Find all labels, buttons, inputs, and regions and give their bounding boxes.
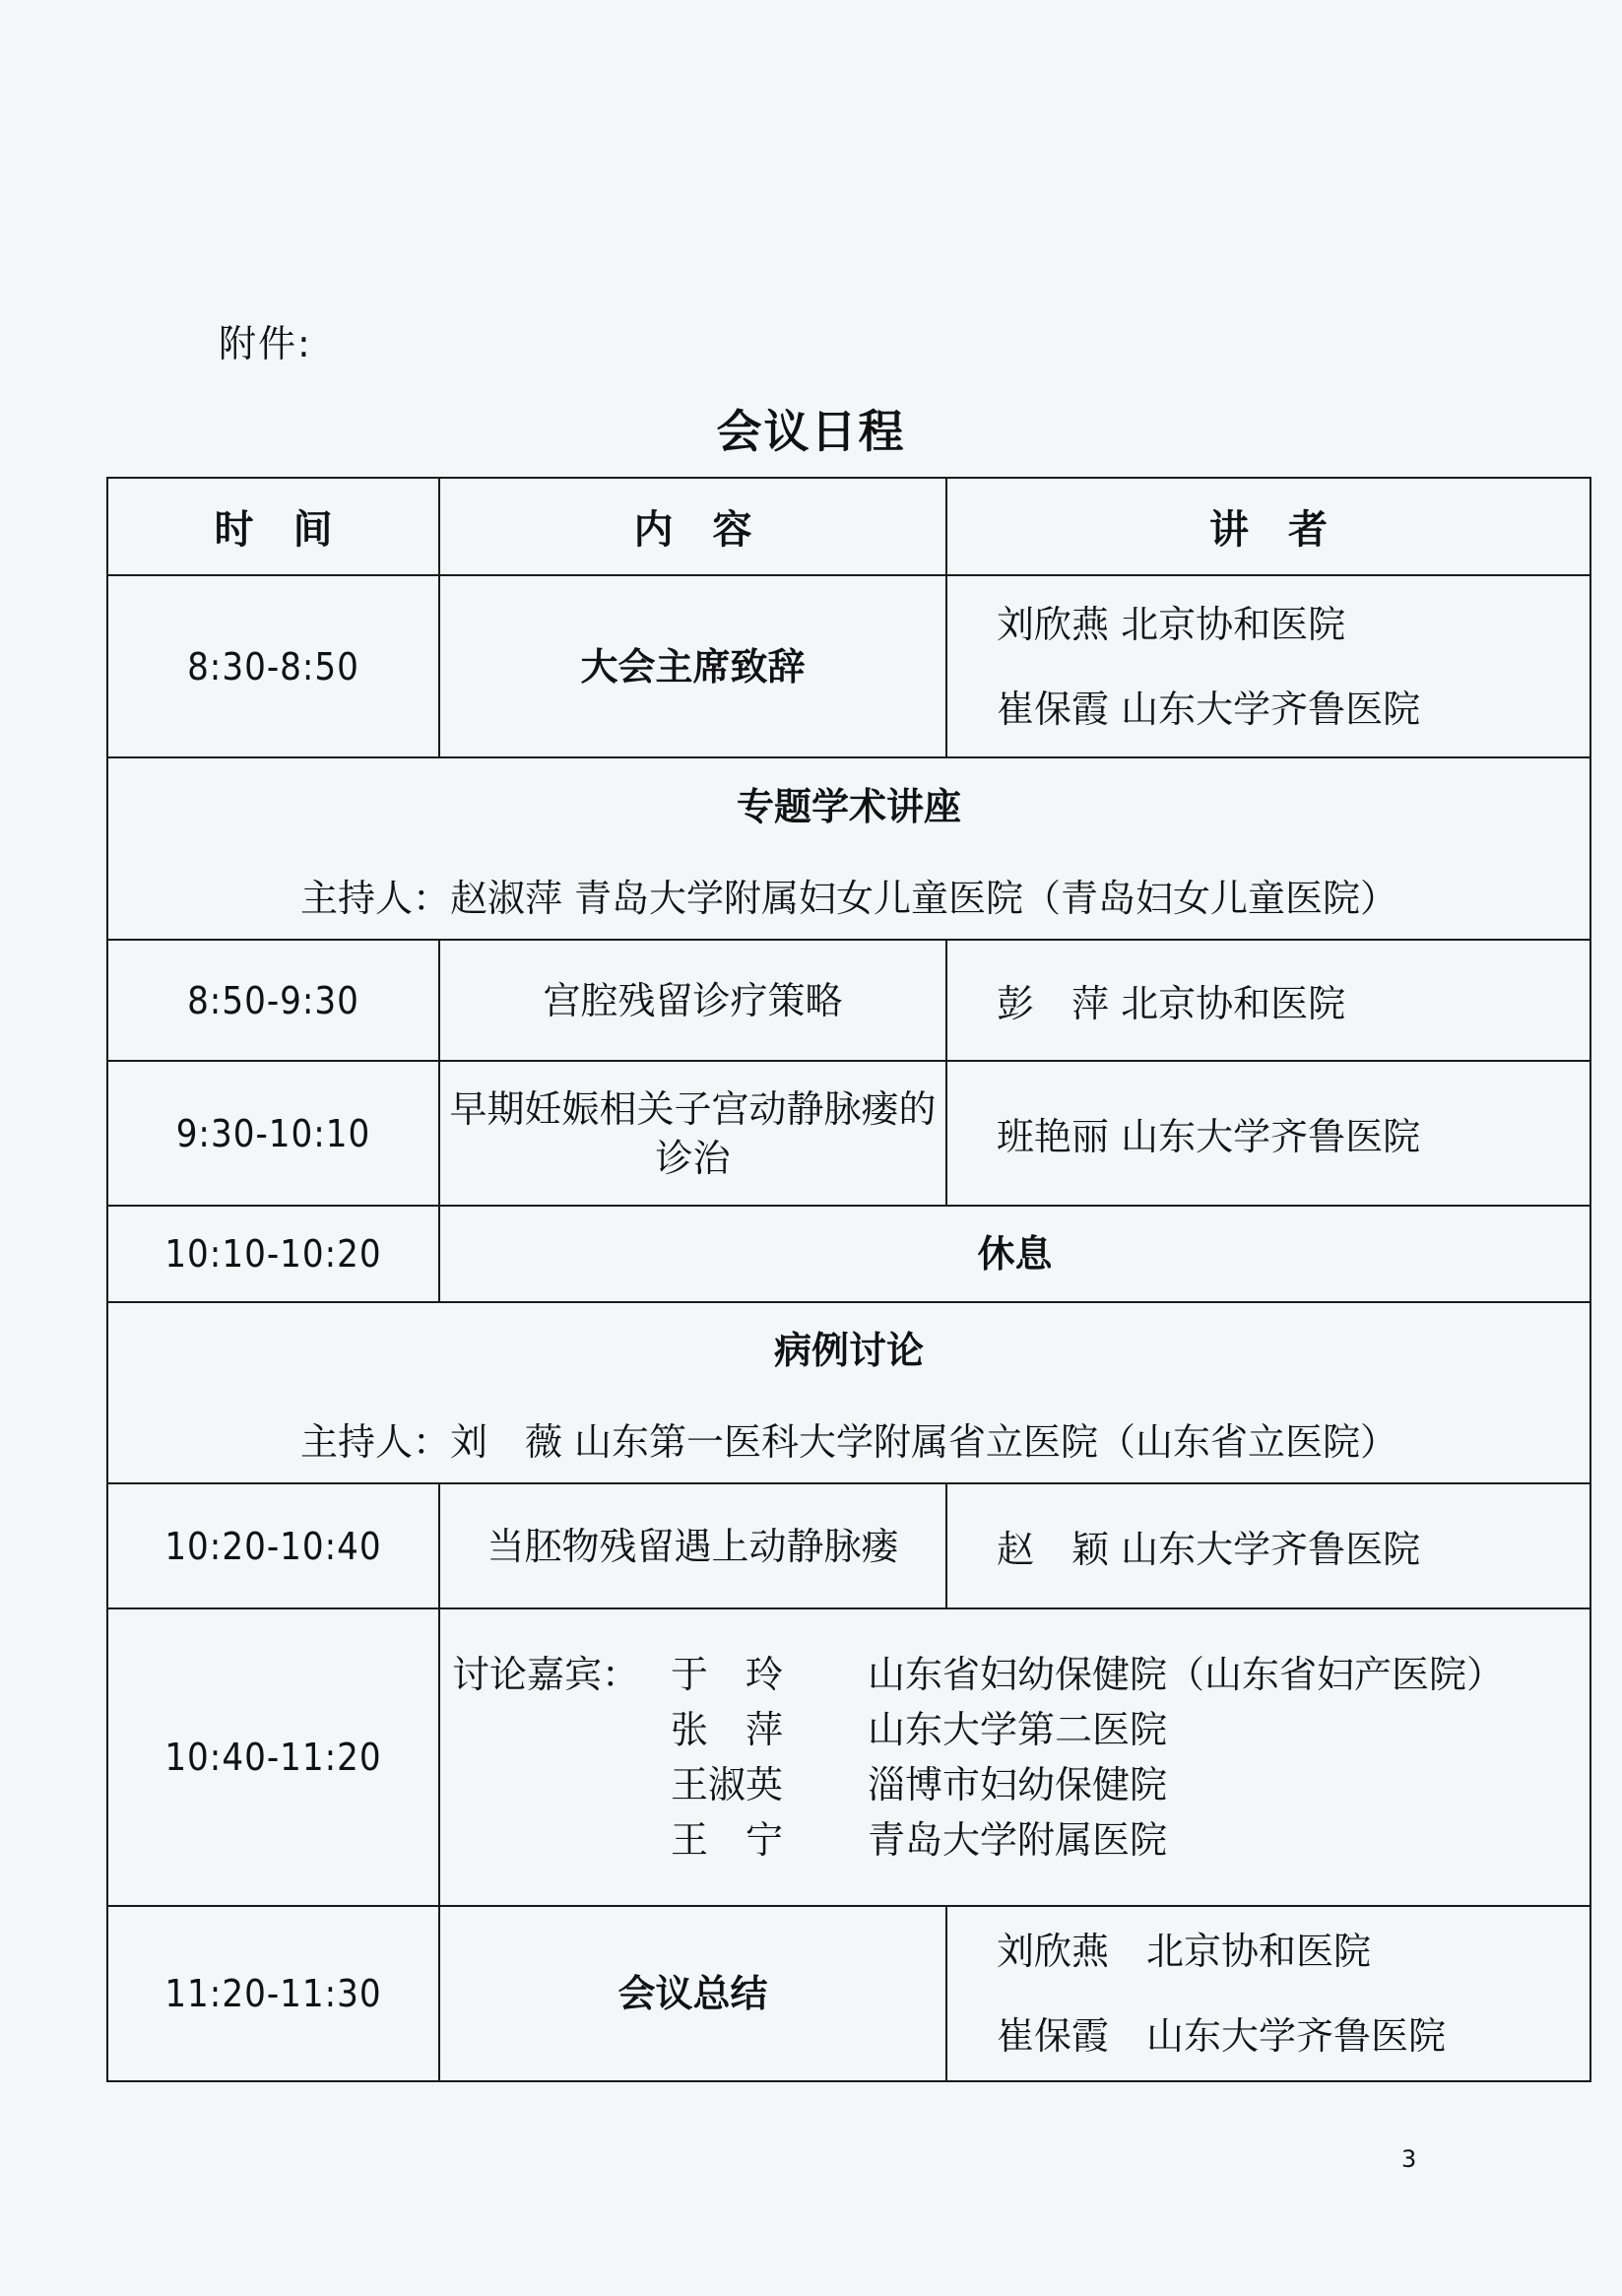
section-host: 主持人：刘 薇 山东第一医科大学附属省立医院（山东省立医院） — [299, 1420, 1398, 1464]
time-cell: 10:10-10:20 — [107, 1206, 439, 1302]
time-cell: 11:20-11:30 — [107, 1906, 439, 2081]
time-cell: 10:20-10:40 — [107, 1483, 439, 1608]
guests-cell — [439, 1608, 1590, 1906]
section-cell — [107, 1302, 1590, 1483]
guest-org: 山东省妇幼保健院（山东省妇产医院） — [868, 1653, 1505, 1696]
page-title: 会议日程 — [716, 405, 906, 458]
section-host: 主持人：赵淑萍 青岛大学附属妇女儿童医院（青岛妇女儿童医院） — [299, 876, 1398, 920]
guest-org: 青岛大学附属医院 — [868, 1818, 1168, 1862]
break-cell: 休息 — [439, 1206, 1590, 1302]
speaker-line: 崔保霞 山东大学齐鲁医院 — [997, 2014, 1447, 2058]
content-cell: 当胚物残留遇上动静脉瘘 — [439, 1483, 946, 1608]
speaker-cell — [946, 940, 1590, 1061]
header-time: 时 间 — [107, 478, 439, 575]
table-header-row — [107, 478, 1590, 575]
speaker-cell — [946, 575, 1590, 757]
speaker-line: 班艳丽 山东大学齐鲁医院 — [997, 1115, 1421, 1158]
table-row — [107, 575, 1590, 757]
time-cell: 8:30-8:50 — [107, 575, 439, 757]
speaker-line: 彭 萍 北京协和医院 — [997, 982, 1346, 1025]
time-cell: 8:50-9:30 — [107, 940, 439, 1061]
content-cell: 早期妊娠相关子宫动静脉瘘的诊治 — [439, 1061, 946, 1206]
guest-org: 淄博市妇幼保健院 — [868, 1763, 1168, 1806]
guest-line — [452, 1647, 1590, 1702]
schedule-table — [106, 477, 1591, 2082]
speaker-line: 刘欣燕 北京协和医院 — [997, 602, 1346, 646]
section-heading: 病例讨论 — [773, 1329, 924, 1372]
discussion-row — [107, 1608, 1590, 1906]
guests-label: 讨论嘉宾： — [452, 1653, 640, 1696]
guest-line — [452, 1812, 1590, 1868]
speaker-cell — [946, 1906, 1590, 2081]
break-row — [107, 1206, 1590, 1302]
table-row — [107, 1483, 1590, 1608]
header-content: 内 容 — [439, 478, 946, 575]
speaker-line: 赵 颖 山东大学齐鲁医院 — [997, 1528, 1421, 1571]
table-row — [107, 1906, 1590, 2081]
section-row — [107, 1302, 1590, 1483]
guest-line — [452, 1757, 1590, 1812]
table-row — [107, 940, 1590, 1061]
guest-line — [452, 1702, 1590, 1757]
table-row — [107, 1061, 1590, 1206]
content-cell: 会议总结 — [439, 1906, 946, 2081]
guest-name: 张 萍 — [671, 1708, 784, 1751]
speaker-cell — [946, 1061, 1590, 1206]
speaker-cell — [946, 1483, 1590, 1608]
time-cell: 10:40-11:20 — [107, 1608, 439, 1906]
guest-name: 王 宁 — [671, 1818, 784, 1862]
guest-name: 王淑英 — [671, 1763, 784, 1806]
page-number: 3 — [1401, 2145, 1417, 2173]
guest-name: 于 玲 — [671, 1653, 784, 1696]
guest-org: 山东大学第二医院 — [868, 1708, 1168, 1751]
section-heading: 专题学术讲座 — [736, 784, 961, 828]
time-cell: 9:30-10:10 — [107, 1061, 439, 1206]
content-cell: 宫腔残留诊疗策略 — [439, 940, 946, 1061]
header-speaker: 讲 者 — [946, 478, 1590, 575]
speaker-line: 崔保霞 山东大学齐鲁医院 — [997, 687, 1421, 731]
content-cell: 大会主席致辞 — [439, 575, 946, 757]
speaker-line: 刘欣燕 北京协和医院 — [997, 1930, 1372, 1973]
attachment-label: 附件: — [219, 322, 312, 365]
section-row — [107, 757, 1590, 940]
section-cell — [107, 757, 1590, 940]
